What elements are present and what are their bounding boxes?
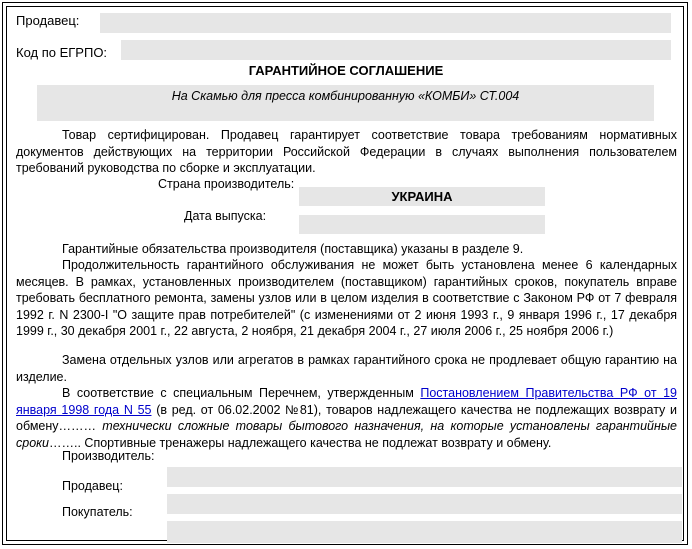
manufacturer-field[interactable] (167, 467, 682, 487)
release-date-label: Дата выпуска: (184, 209, 267, 223)
duration-text: Продолжительность гарантийного обслуживания не может быть установлена менее 6 календарных месяцев. В рамках, установленных производителем (поставщиком) гарантийных сроков, покупатель вправе требовать бесплатного ремонта, замены узлов или в целом изделия в соответствие с Законом РФ от 7 февраля 1992 г. N 2300-I "О защите прав потребителей" (с изменениями от 2 июня 1993 г., 9 января 1996 г., 17 декабря 1999 г., 30 декабря 2001 г., 22 августа, 2 ноября, 21 декабря 2004 г., 27 июля 2006 г., 25 ноября 2006 г.) (16, 258, 677, 338)
release-date-field[interactable] (299, 215, 545, 234)
egrpo-label: Код по ЕГРПО: (16, 45, 108, 60)
country-value: УКРАИНА (391, 189, 453, 204)
country-label: Страна производитель: (158, 177, 295, 191)
product-name-field[interactable]: На Скамью для пресса комбинированную «КОМБИ» СТ.004 (37, 85, 654, 121)
seller-label: Продавец: (16, 13, 80, 28)
manufacturer-label: Производитель: (62, 449, 155, 463)
obligations-paragraph (16, 241, 677, 258)
obligations-text: Гарантийные обязательства производителя (поставщика) указаны в разделе 9. (62, 242, 524, 256)
certified-paragraph (16, 127, 677, 177)
government-decree-link[interactable]: Постановлением Правительства РФ от 19 января 1998 года N 55 (16, 386, 677, 417)
replacement-text: Замена отдельных узлов или агрегатов в рамках гарантийного срока не продлевает общую гарантию на изделие. (16, 353, 677, 384)
return-list-before-link: В соответствие с специальным Перечнем, утвержденным (62, 386, 421, 400)
agreement-title: ГАРАНТИЙНОЕ СОГЛАШЕНИЕ (248, 63, 444, 78)
duration-paragraph (16, 257, 677, 340)
return-list-italic: технически сложные товары бытового назначения, на которые установлены гарантийные сроки (16, 419, 678, 450)
replacement-paragraph (16, 352, 677, 385)
seller-bottom-label: Продавец: (62, 479, 123, 493)
document-frame (2, 2, 688, 545)
seller-bottom-field[interactable] (167, 494, 682, 514)
seller-field[interactable] (100, 13, 671, 33)
egrpo-field[interactable] (121, 40, 671, 60)
return-list-paragraph (16, 385, 677, 451)
buyer-label: Покупатель: (62, 505, 133, 519)
return-list-end: …….. Спортивные тренажеры надлежащего качества не подлежат возврату и обмену. (49, 435, 552, 450)
return-list-after-link: (в ред. от 06.02.2002 №81), товаров надлежащего качества не подлежащих возврату и обмену……… (16, 402, 677, 433)
buyer-field[interactable] (167, 521, 682, 543)
certified-text: Товар сертифицирован. Продавец гарантирует соответствие товара требованиям нормативных документов действующих на территории Российской Федерации в случаях выполнения пользователем требований руководства по сборке и эксплуатации. (16, 128, 677, 175)
